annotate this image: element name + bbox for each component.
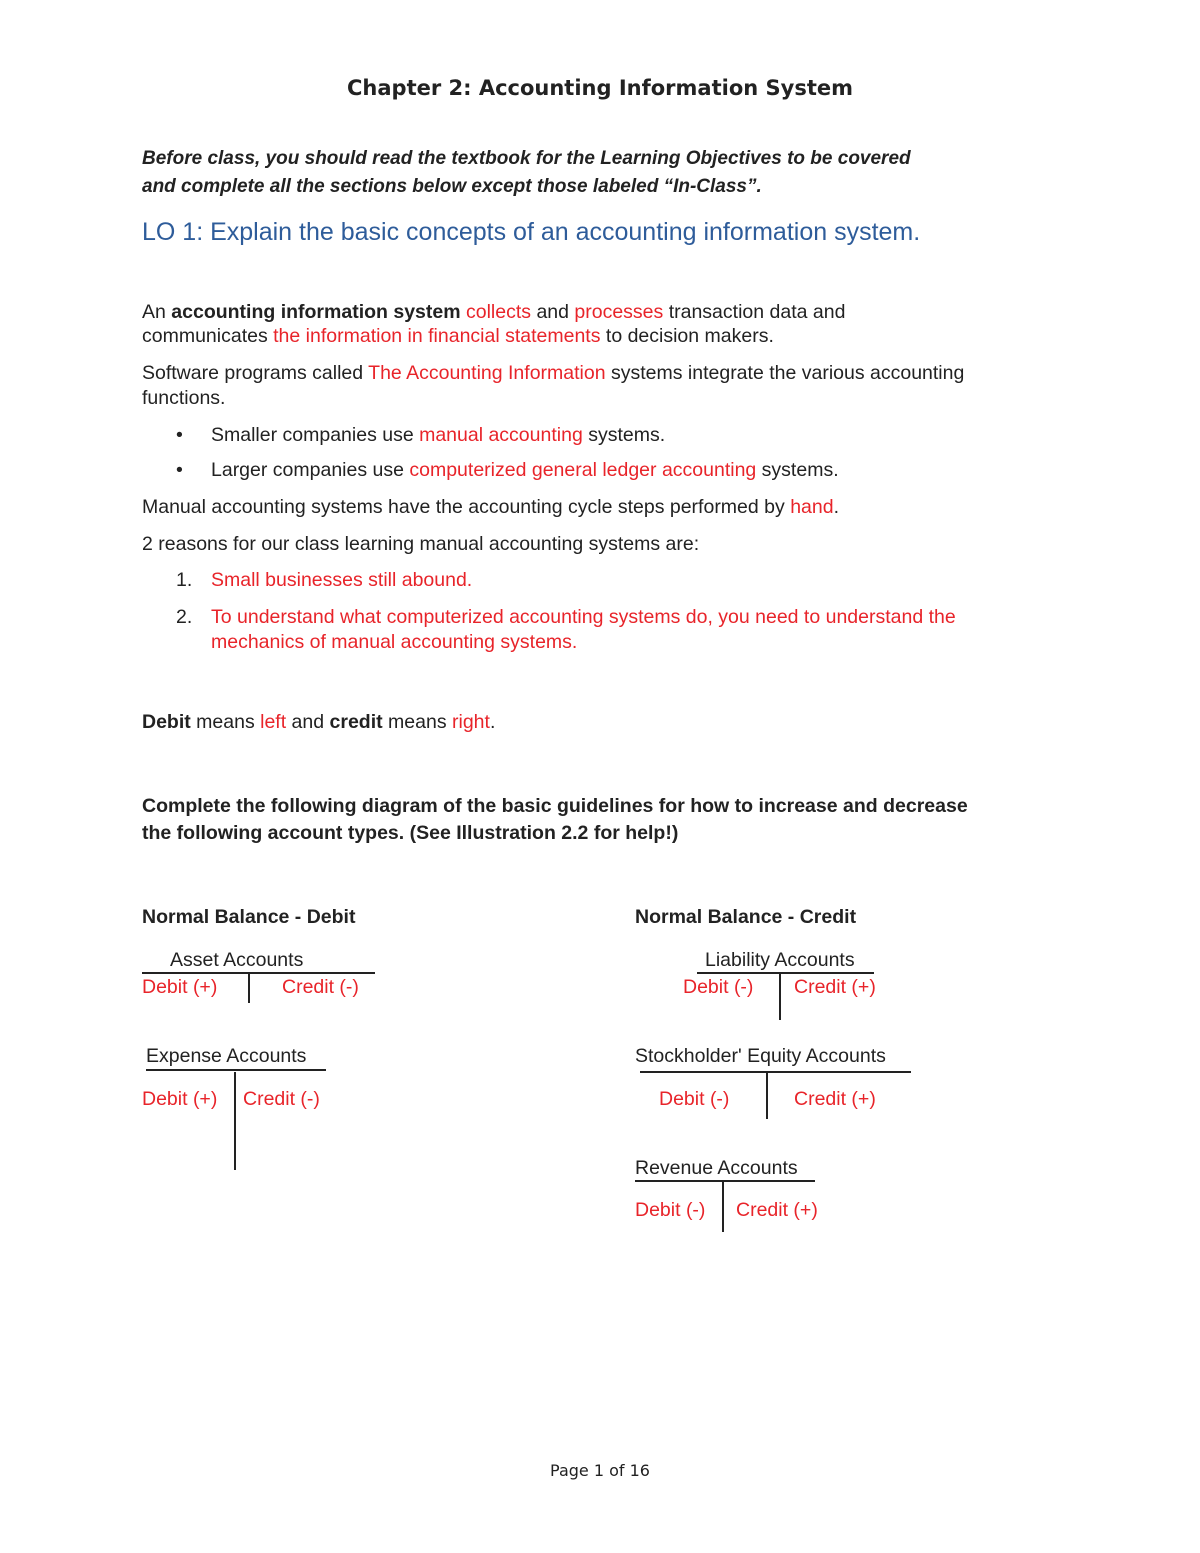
- page-number: Page 1 of 16: [550, 1461, 650, 1480]
- expense-debit: Debit (+): [142, 1088, 218, 1110]
- asset-accounts-title: Asset Accounts: [170, 949, 304, 971]
- equity-credit: Credit (+): [794, 1088, 876, 1110]
- answer-hand: hand: [790, 496, 834, 518]
- answer-collects: collects: [466, 301, 532, 323]
- intro-line-2: and complete all the sections below except those labeled “In-Class”.: [142, 176, 762, 197]
- text: systems.: [756, 459, 839, 481]
- paragraph-ais-line-1: [142, 301, 845, 324]
- t-account-horizontal-line: [142, 972, 375, 974]
- text: to decision makers.: [600, 325, 774, 347]
- t-account-vertical-line: [234, 1072, 236, 1170]
- normal-balance-debit-heading: Normal Balance - Debit: [142, 906, 356, 928]
- revenue-credit: Credit (+): [736, 1199, 818, 1221]
- text: Software programs called: [142, 362, 369, 384]
- text: means: [190, 711, 261, 733]
- answer-processes: processes: [574, 301, 664, 323]
- diagram-instructions-line-1: Complete the following diagram of the basic guidelines for how to increase and decrease: [142, 795, 968, 817]
- asset-debit: Debit (+): [142, 976, 218, 998]
- revenue-accounts-title: Revenue Accounts: [635, 1157, 798, 1179]
- expense-accounts-title: Expense Accounts: [146, 1045, 307, 1067]
- term-credit: credit: [329, 711, 383, 733]
- equity-debit: Debit (-): [659, 1088, 730, 1110]
- t-account-vertical-line: [722, 1181, 724, 1232]
- text: systems.: [582, 424, 666, 446]
- bullet-dot: •: [176, 459, 183, 481]
- text: Smaller companies use: [211, 424, 420, 446]
- answer-right: right: [452, 711, 490, 733]
- paragraph-software-line-2: functions.: [142, 387, 226, 409]
- t-account-vertical-line: [766, 1072, 768, 1119]
- t-account-horizontal-line: [640, 1071, 911, 1073]
- reason-number-2: 2.: [176, 606, 193, 628]
- t-account-vertical-line: [248, 973, 250, 1003]
- term-ais: accounting information system: [171, 301, 461, 323]
- text: Larger companies use: [211, 459, 410, 481]
- bullet-item-larger: [211, 459, 839, 482]
- page-title: Chapter 2: Accounting Information System: [347, 76, 853, 100]
- text: and: [531, 301, 575, 323]
- learning-objective-heading: LO 1: Explain the basic concepts of an accounting information system.: [142, 218, 921, 246]
- answer-software: The Accounting Information: [368, 362, 606, 384]
- reason-1: Small businesses still abound.: [211, 569, 473, 591]
- equity-accounts-title: Stockholder' Equity Accounts: [635, 1045, 886, 1067]
- answer-computerized: computerized general ledger accounting: [409, 459, 757, 481]
- text: transaction data and: [663, 301, 846, 323]
- paragraph-reasons: 2 reasons for our class learning manual accounting systems are:: [142, 533, 700, 555]
- paragraph-manual: [142, 496, 839, 519]
- text: and: [286, 711, 330, 733]
- text: Manual accounting systems have the accounting cycle steps performed by: [142, 496, 791, 518]
- bullet-item-smaller: [211, 424, 665, 447]
- text: .: [833, 496, 839, 518]
- t-account-horizontal-line: [697, 972, 874, 974]
- t-account-horizontal-line: [146, 1069, 326, 1071]
- expense-credit: Credit (-): [243, 1088, 320, 1110]
- revenue-debit: Debit (-): [635, 1199, 706, 1221]
- answer-manual: manual accounting: [419, 424, 583, 446]
- debit-credit-definition: [142, 711, 495, 734]
- paragraph-ais-line-2: [142, 325, 774, 348]
- answer-information: the information in financial statements: [273, 325, 601, 347]
- text: An: [142, 301, 172, 323]
- t-account-vertical-line: [779, 973, 781, 1020]
- reason-2-line-2: mechanics of manual accounting systems.: [211, 631, 578, 653]
- reason-2-line-1: To understand what computerized accounting systems do, you need to understand the: [211, 606, 956, 628]
- paragraph-software-line-1: [142, 362, 964, 385]
- text: systems integrate the various accounting: [605, 362, 965, 384]
- text: .: [489, 711, 496, 733]
- bullet-dot: •: [176, 424, 183, 446]
- text: communicates: [142, 325, 274, 347]
- liability-credit: Credit (+): [794, 976, 876, 998]
- liability-accounts-title: Liability Accounts: [705, 949, 855, 971]
- reason-number-1: 1.: [176, 569, 193, 591]
- text: means: [382, 711, 452, 733]
- intro-line-1: Before class, you should read the textbook for the Learning Objectives to be covered: [142, 148, 911, 169]
- diagram-instructions-line-2: the following account types. (See Illustration 2.2 for help!): [142, 822, 679, 844]
- t-account-horizontal-line: [635, 1180, 815, 1182]
- liability-debit: Debit (-): [683, 976, 754, 998]
- normal-balance-credit-heading: Normal Balance - Credit: [635, 906, 857, 928]
- asset-credit: Credit (-): [282, 976, 359, 998]
- answer-left: left: [260, 711, 287, 733]
- term-debit: Debit: [142, 711, 191, 733]
